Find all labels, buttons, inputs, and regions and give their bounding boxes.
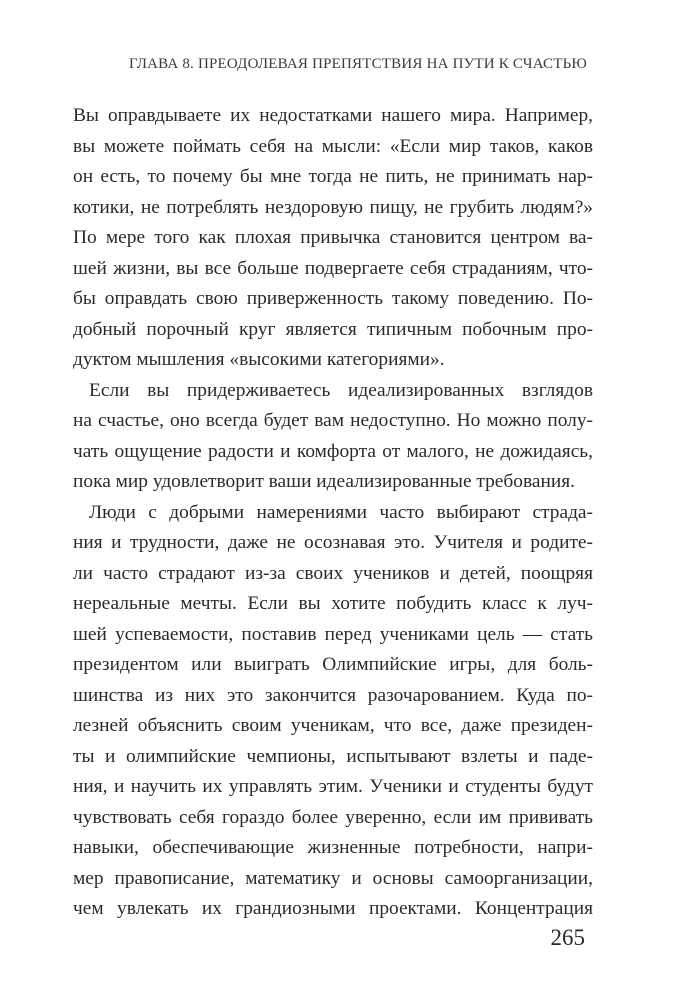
text-line: добный порочный круг является типичным побочным про- <box>73 318 593 340</box>
text-line: ния, и научить их управлять этим. Ученики и студенты будут <box>73 776 593 797</box>
text-line: Вы оправдываете их недостатками нашего мира. Например, <box>73 105 593 126</box>
text-line: вы можете поймать себя на мысли: «Если мир таков, каков <box>73 135 593 157</box>
text-line: пока мир удовлетворит ваши идеализированные требования. <box>73 471 575 492</box>
text-line: президентом или выиграть Олимпийские игры, для боль- <box>73 654 593 675</box>
text-line: дуктом мышления «высокими категориями». <box>73 349 445 370</box>
text-line: шей успеваемости, поставив перед учениками цель — стать <box>73 623 593 645</box>
text-line: Люди с добрыми намерениями часто выбирают страда- <box>89 501 593 523</box>
text-line: лезней объяснить своим ученикам, что все, даже президен- <box>73 715 593 736</box>
text-line: котики, не потреблять нездоровую пищу, не грубить людям?» <box>73 196 593 218</box>
page-number: 265 <box>550 925 585 950</box>
text-line: шинства из них это закончится разочарованием. Куда по- <box>73 684 593 706</box>
text-line: ния и трудности, даже не осознавая это. Учителя и родите- <box>73 532 593 553</box>
text-line: бы оправдать свою приверженность такому поведению. По- <box>73 288 593 309</box>
text-line: на счастье, оно всегда будет вам недоступно. Но можно полу- <box>73 410 593 431</box>
text-line: ты и олимпийские чемпионы, испытывают взлеты и паде- <box>73 745 593 767</box>
body-text <box>73 101 593 925</box>
text-line: По мере того как плохая привычка становится центром ва- <box>73 227 593 248</box>
text-line: нереальные мечты. Если вы хотите побудить класс к луч- <box>73 593 593 614</box>
text-line: навыки, обеспечивающие жизненные потребности, напри- <box>73 837 593 858</box>
text-line: чувствовать себя гораздо более уверенно, если им прививать <box>73 806 593 828</box>
text-line: он есть, то почему бы мне тогда не пить, не принимать нар- <box>73 166 593 187</box>
running-header: ГЛАВА 8. ПРЕОДОЛЕВАЯ ПРЕПЯТСТВИЯ НА ПУТИ К СЧАСТЬЮ <box>128 56 587 72</box>
text-line: чать ощущение радости и комфорта от малого, не дожидаясь, <box>73 440 593 462</box>
text-line: ли часто страдают из-за своих учеников и детей, поощряя <box>73 562 593 584</box>
text-line: мер правописание, математику и основы самоорганизации, <box>73 867 593 889</box>
text-line: Если вы придерживаетесь идеализированных взглядов <box>89 379 593 401</box>
text-line: шей жизни, вы все больше подвергаете себя страданиям, что- <box>73 257 593 279</box>
text-line: чем увлекать их грандиозными проектами. Концентрация <box>73 898 593 919</box>
